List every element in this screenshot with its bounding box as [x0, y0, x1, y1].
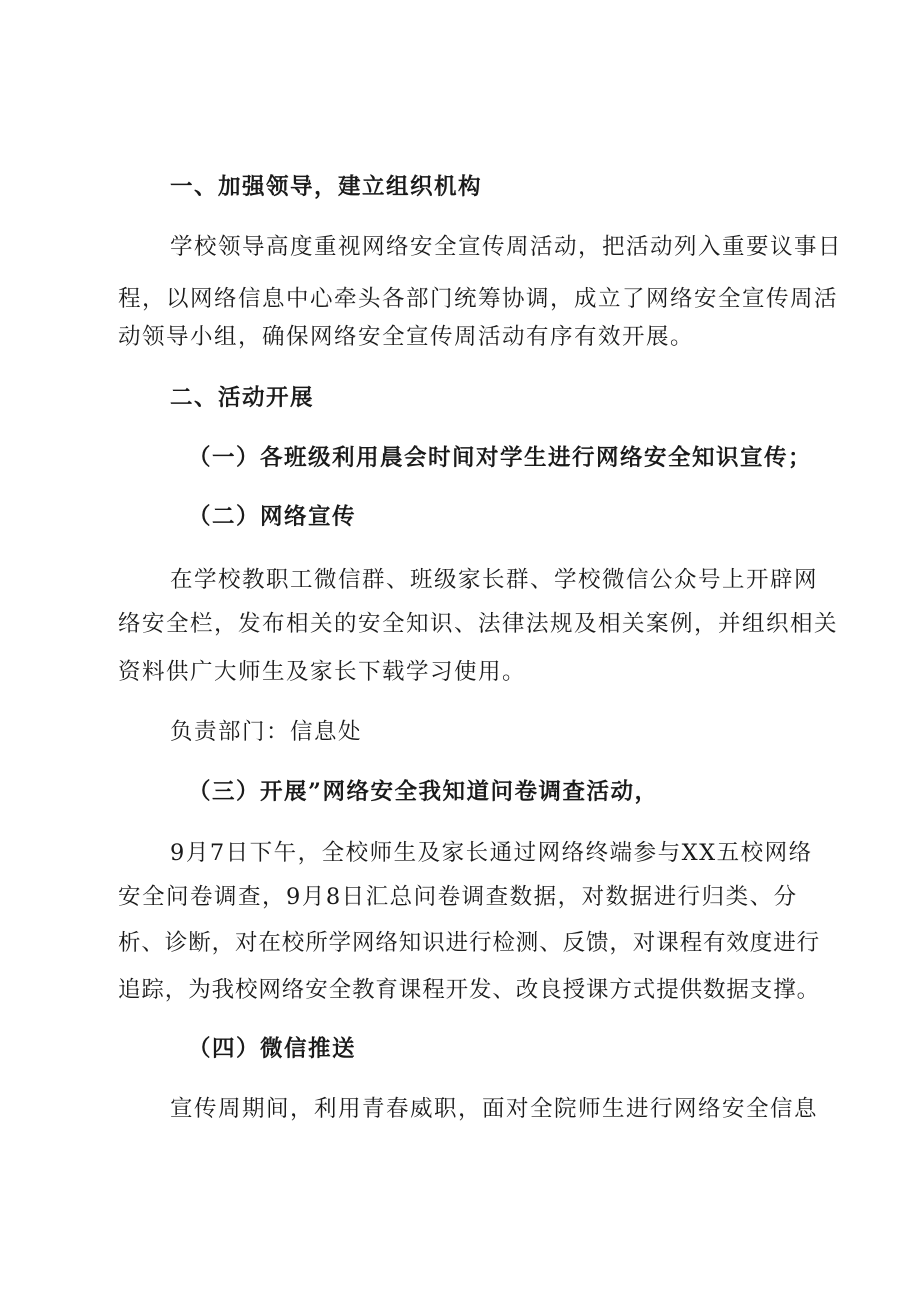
paragraph-leadership-line-1: 学校领导高度重视网络安全宣传周活动，把活动列入重要议事日 [170, 234, 843, 260]
paragraph-wechat-line-1: 宣传周期间，利用青春威职，面对全院师生进行网络安全信息 [170, 1096, 819, 1122]
subheading-wechat-push: （四）微信推送 [188, 1036, 357, 1062]
paragraph-survey-line-2: 安全问卷调查，9月8日汇总问卷调查数据，对数据进行归类、分 [118, 884, 798, 910]
paragraph-leadership-line-2: 程，以网络信息中心牵头各部门统筹协调，成立了网络安全宣传周活 [118, 286, 839, 312]
heading-leadership: 一、加强领导，建立组织机构 [170, 174, 483, 200]
heading-activities: 二、活动开展 [170, 385, 315, 411]
paragraph-survey-line-3: 析、诊断，对在校所学网络知识进行检测、反馈，对课程有效度进行 [118, 930, 821, 956]
paragraph-leadership-line-3: 动领导小组，确保网络安全宣传周活动有序有效开展。 [118, 324, 695, 350]
paragraph-online-line-2: 络安全栏，发布相关的安全知识、法律法规及相关案例，并组织相关 [118, 611, 839, 637]
paragraph-survey-line-1: 9月7日下午，全校师生及家长通过网络终端参与XX五校网络 [170, 840, 813, 866]
subheading-morning-meeting: （一）各班级利用晨会时间对学生进行网络安全知识宣传； [188, 445, 813, 471]
paragraph-online-line-3: 资料供广大师生及家长下载学习使用。 [118, 659, 527, 685]
paragraph-online-line-1: 在学校教职工微信群、班级家长群、学校微信公众号上开辟网 [170, 567, 819, 593]
paragraph-survey-line-4: 追踪，为我校网络安全教育课程开发、改良授课方式提供数据支撑。 [118, 977, 821, 1003]
responsible-department: 负责部门：信息处 [170, 719, 363, 745]
subheading-questionnaire: （三）开展”网络安全我知道问卷调查活动， [188, 779, 659, 805]
subheading-online-promotion: （二）网络宣传 [188, 504, 357, 530]
